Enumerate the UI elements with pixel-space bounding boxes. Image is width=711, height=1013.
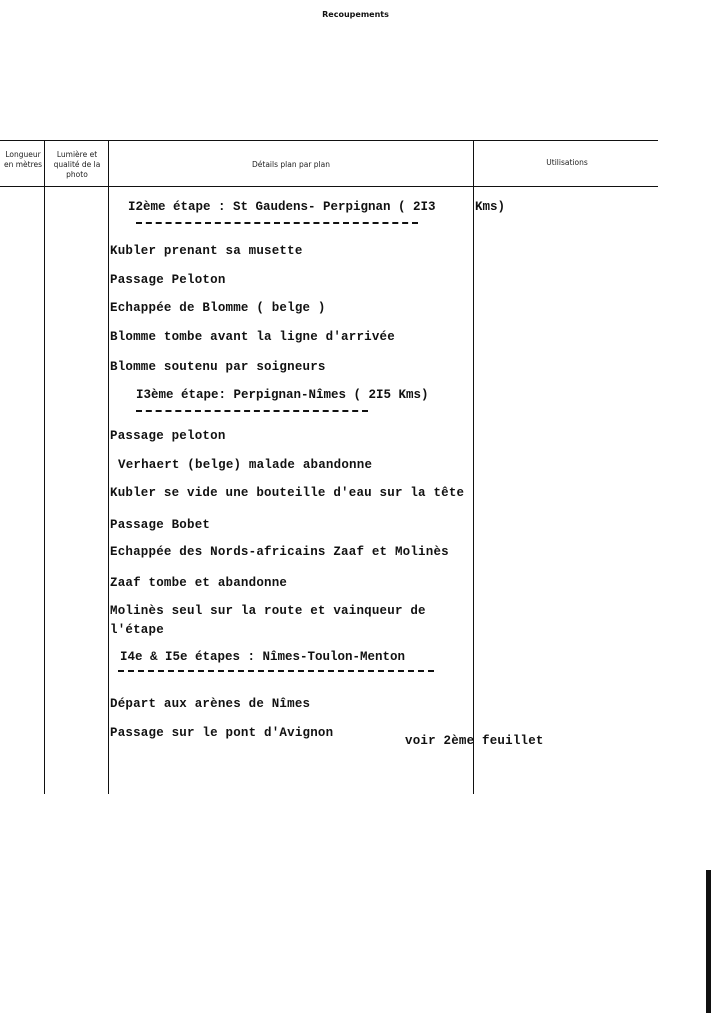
- stage-14-15-title: I4e & I5e étapes : Nîmes-Toulon-Menton: [120, 650, 406, 664]
- shot-item: Verhaert (belge) malade abandonne: [118, 458, 373, 472]
- stage-13-title: I3ème étape: Perpignan-Nîmes ( 2I5 Kms): [136, 388, 429, 402]
- shot-item: Blomme tombe avant la ligne d'arrivée: [110, 330, 395, 344]
- stage-12-title-end: Kms): [475, 200, 506, 214]
- shot-item: Kubler prenant sa musette: [110, 244, 303, 258]
- column-header-length: Longueur en mètres: [3, 150, 43, 169]
- page-header-title: Recoupements: [322, 10, 389, 19]
- shot-item: Echappée des Nords-africains Zaaf et Molinès: [110, 545, 449, 559]
- shot-item: Kubler se vide une bouteille d'eau sur la tête: [110, 486, 465, 500]
- shot-item: Départ aux arènes de Nîmes: [110, 697, 311, 711]
- scan-edge-shadow: [706, 870, 711, 1013]
- stage-12-title: I2ème étape : St Gaudens- Perpignan ( 2I3: [128, 200, 436, 214]
- column-header-uses: Utilisations: [546, 158, 588, 167]
- shot-item: Passage Peloton: [110, 273, 226, 287]
- shot-item: Zaaf tombe et abandonne: [110, 576, 288, 590]
- shot-item: Passage Bobet: [110, 518, 211, 532]
- table-top-rule: [0, 140, 658, 141]
- stage-12-underline: [136, 222, 418, 224]
- stage-13-underline: [136, 410, 368, 412]
- column-header-light: Lumière et qualité de la photo: [53, 150, 101, 179]
- column-divider-2: [108, 140, 109, 794]
- shot-item: Passage peloton: [110, 429, 226, 443]
- column-divider-1: [44, 140, 45, 794]
- shot-item: Passage sur le pont d'Avignon: [110, 726, 334, 740]
- shot-item: Molinès seul sur la route et vainqueur de l'étape: [110, 604, 426, 637]
- column-header-details: Détails plan par plan: [252, 160, 330, 169]
- shot-item: Blomme soutenu par soigneurs: [110, 360, 326, 374]
- column-divider-3: [473, 140, 474, 794]
- shot-item: Echappée de Blomme ( belge ): [110, 301, 326, 315]
- continuation-note: voir 2ème feuillet: [405, 734, 544, 748]
- stage-14-15-underline: [118, 670, 434, 672]
- table-header-rule: [0, 186, 658, 187]
